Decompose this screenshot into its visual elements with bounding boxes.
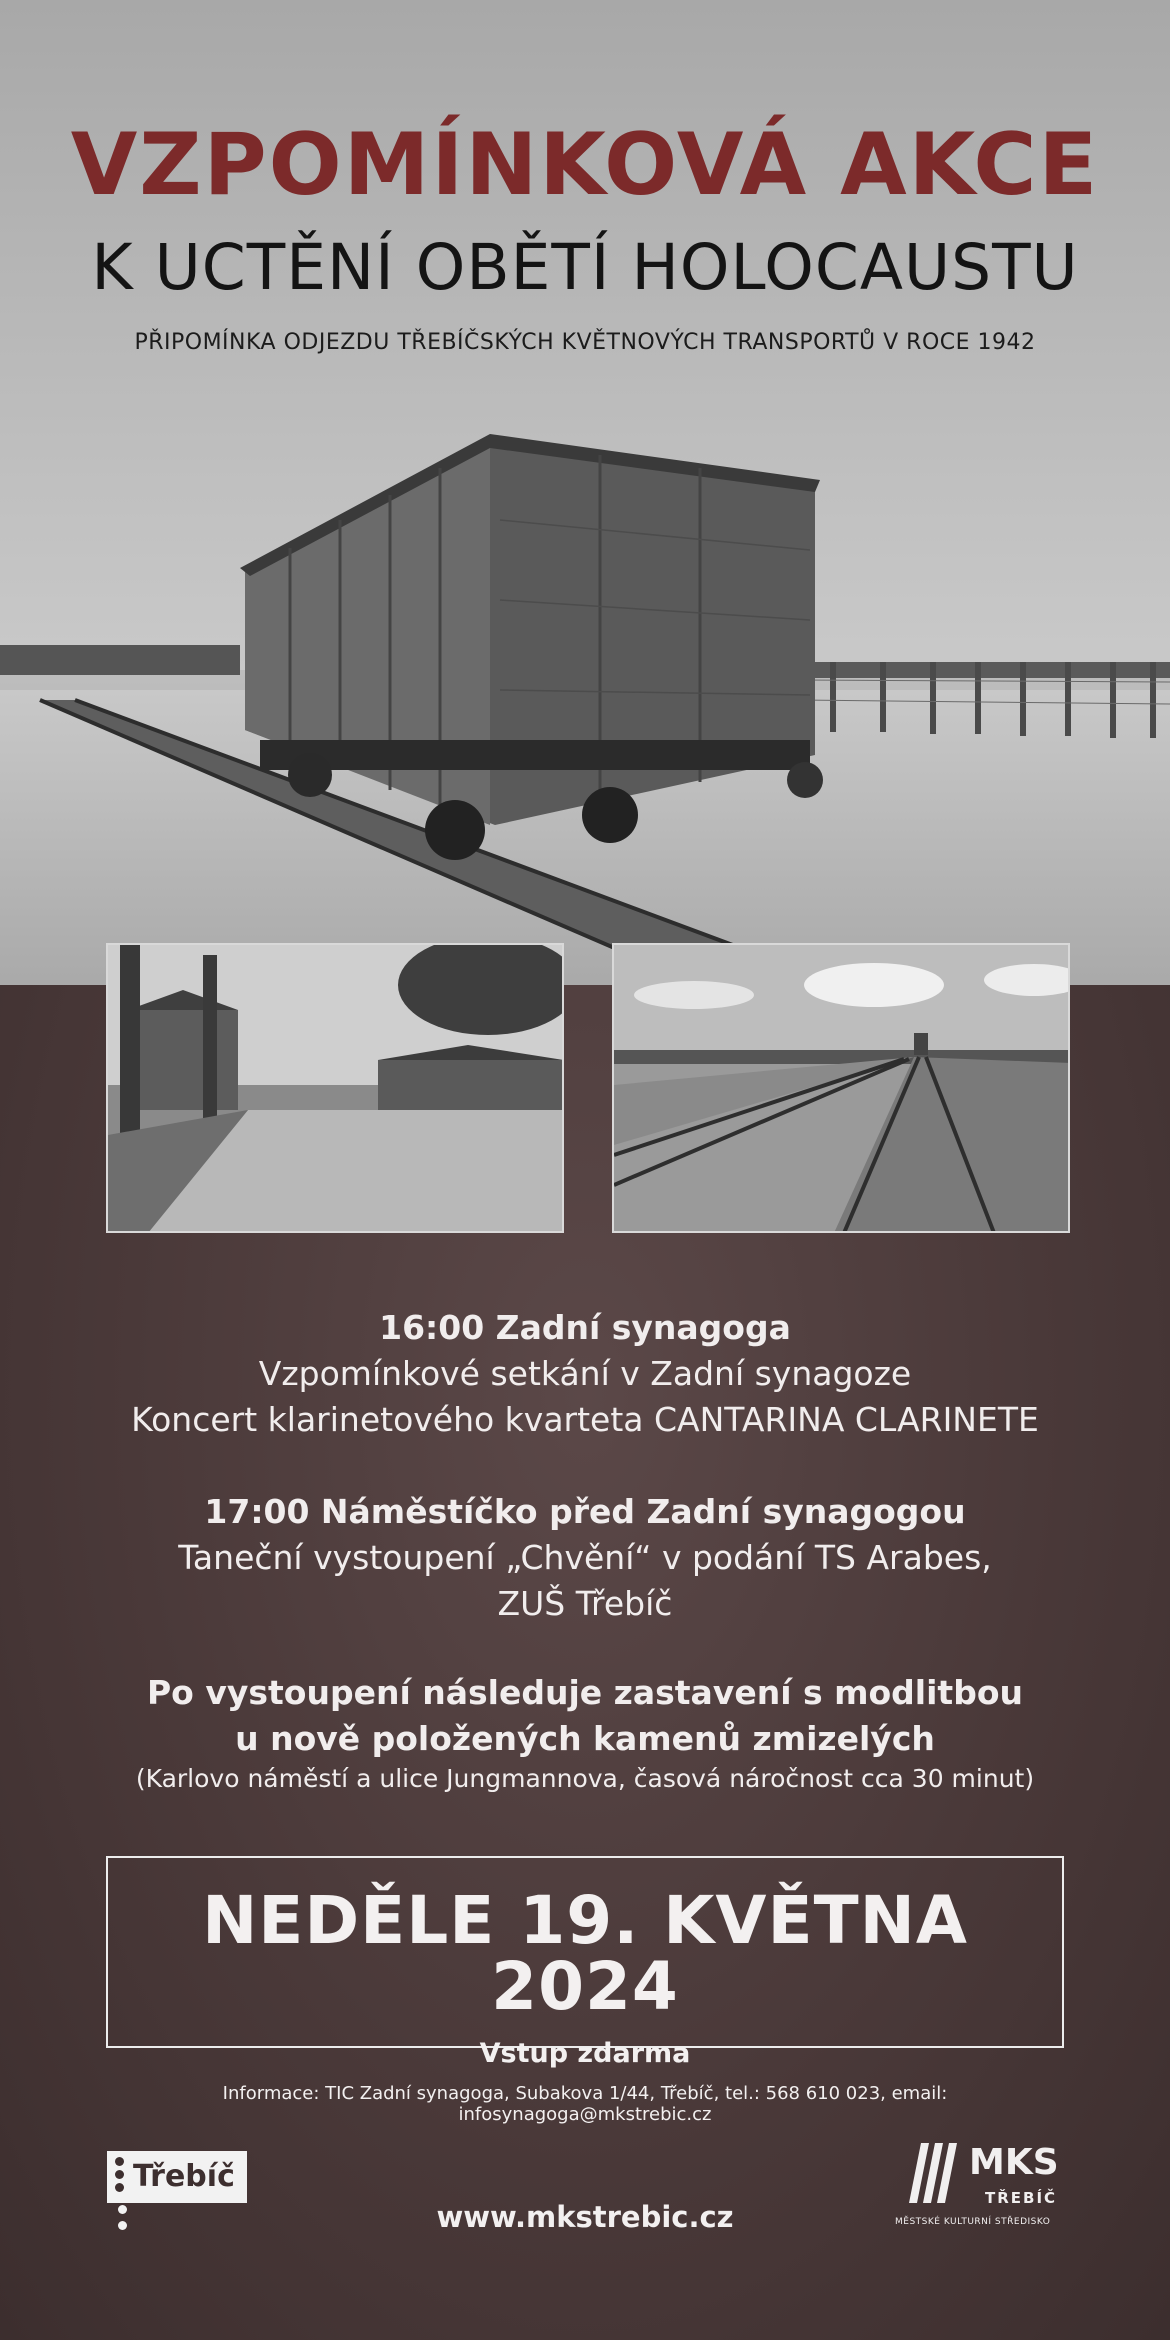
header-area bbox=[0, 0, 1170, 985]
mks-name: MKS bbox=[969, 2142, 1059, 2183]
trebic-logo-text: Třebíč bbox=[133, 2159, 235, 2194]
date-box bbox=[106, 1856, 1064, 2125]
mks-description: MĚSTSKÉ KULTURNÍ STŘEDISKO bbox=[895, 2217, 1051, 2227]
event-block-2 bbox=[0, 1489, 1170, 1627]
event-1-heading: 16:00 Zadní synagoga bbox=[379, 1308, 791, 1347]
photo-railway bbox=[612, 943, 1070, 1233]
mks-bars-icon bbox=[909, 2143, 967, 2203]
event-2-heading: 17:00 Náměstíčko před Zadní synagogou bbox=[204, 1492, 966, 1531]
trebic-logo-dots bbox=[115, 2157, 125, 2196]
event-3-heading-1: Po vystoupení následuje zastavení s modlitbou bbox=[147, 1673, 1023, 1712]
event-2-line-1: Taneční vystoupení „Chvění“ v podání TS Arabes, bbox=[178, 1538, 992, 1577]
event-3-heading-2: u nově položených kamenů zmizelých bbox=[235, 1719, 935, 1758]
mks-logo bbox=[895, 2143, 1070, 2233]
event-subtitle: K UCTĚNÍ OBĚTÍ HOLOCAUSTU bbox=[91, 231, 1079, 304]
event-tagline: PŘIPOMÍNKA ODJEZDU TŘEBÍČSKÝCH KVĚTNOVÝCH TRANSPORTŮ V ROCE 1942 bbox=[134, 330, 1036, 355]
mks-city: TŘEBÍČ bbox=[985, 2189, 1058, 2207]
hero-wagon-image bbox=[0, 400, 1170, 985]
event-date: NEDĚLE 19. KVĚTNA 2024 bbox=[202, 1882, 968, 2025]
photo-barracks bbox=[106, 943, 564, 1233]
website-link[interactable]: www.mkstrebic.cz bbox=[436, 2200, 734, 2234]
barracks-road-image bbox=[108, 945, 564, 1233]
contact-info: Informace: TIC Zadní synagoga, Subakova 1/44, Třebíč, tel.: 568 610 023, email: infosynagoga@mkstrebic.cz bbox=[222, 2083, 948, 2125]
trebic-logo bbox=[107, 2151, 247, 2203]
entry-free: Vstup zdarma bbox=[479, 2038, 691, 2069]
event-1-line-1: Vzpomínkové setkání v Zadní synagoze bbox=[258, 1354, 912, 1393]
event-3-note: (Karlovo náměstí a ulice Jungmannova, časová náročnost cca 30 minut) bbox=[135, 1764, 1035, 1793]
event-title: VZPOMÍNKOVÁ AKCE bbox=[70, 115, 1100, 215]
event-1-line-2: Koncert klarinetového kvarteta CANTARINA CLARINETE bbox=[131, 1400, 1039, 1439]
event-block-3 bbox=[0, 1670, 1170, 1796]
railway-tracks-image bbox=[614, 945, 1070, 1233]
event-2-line-2: ZUŠ Třebíč bbox=[497, 1584, 673, 1623]
event-block-1 bbox=[0, 1305, 1170, 1443]
